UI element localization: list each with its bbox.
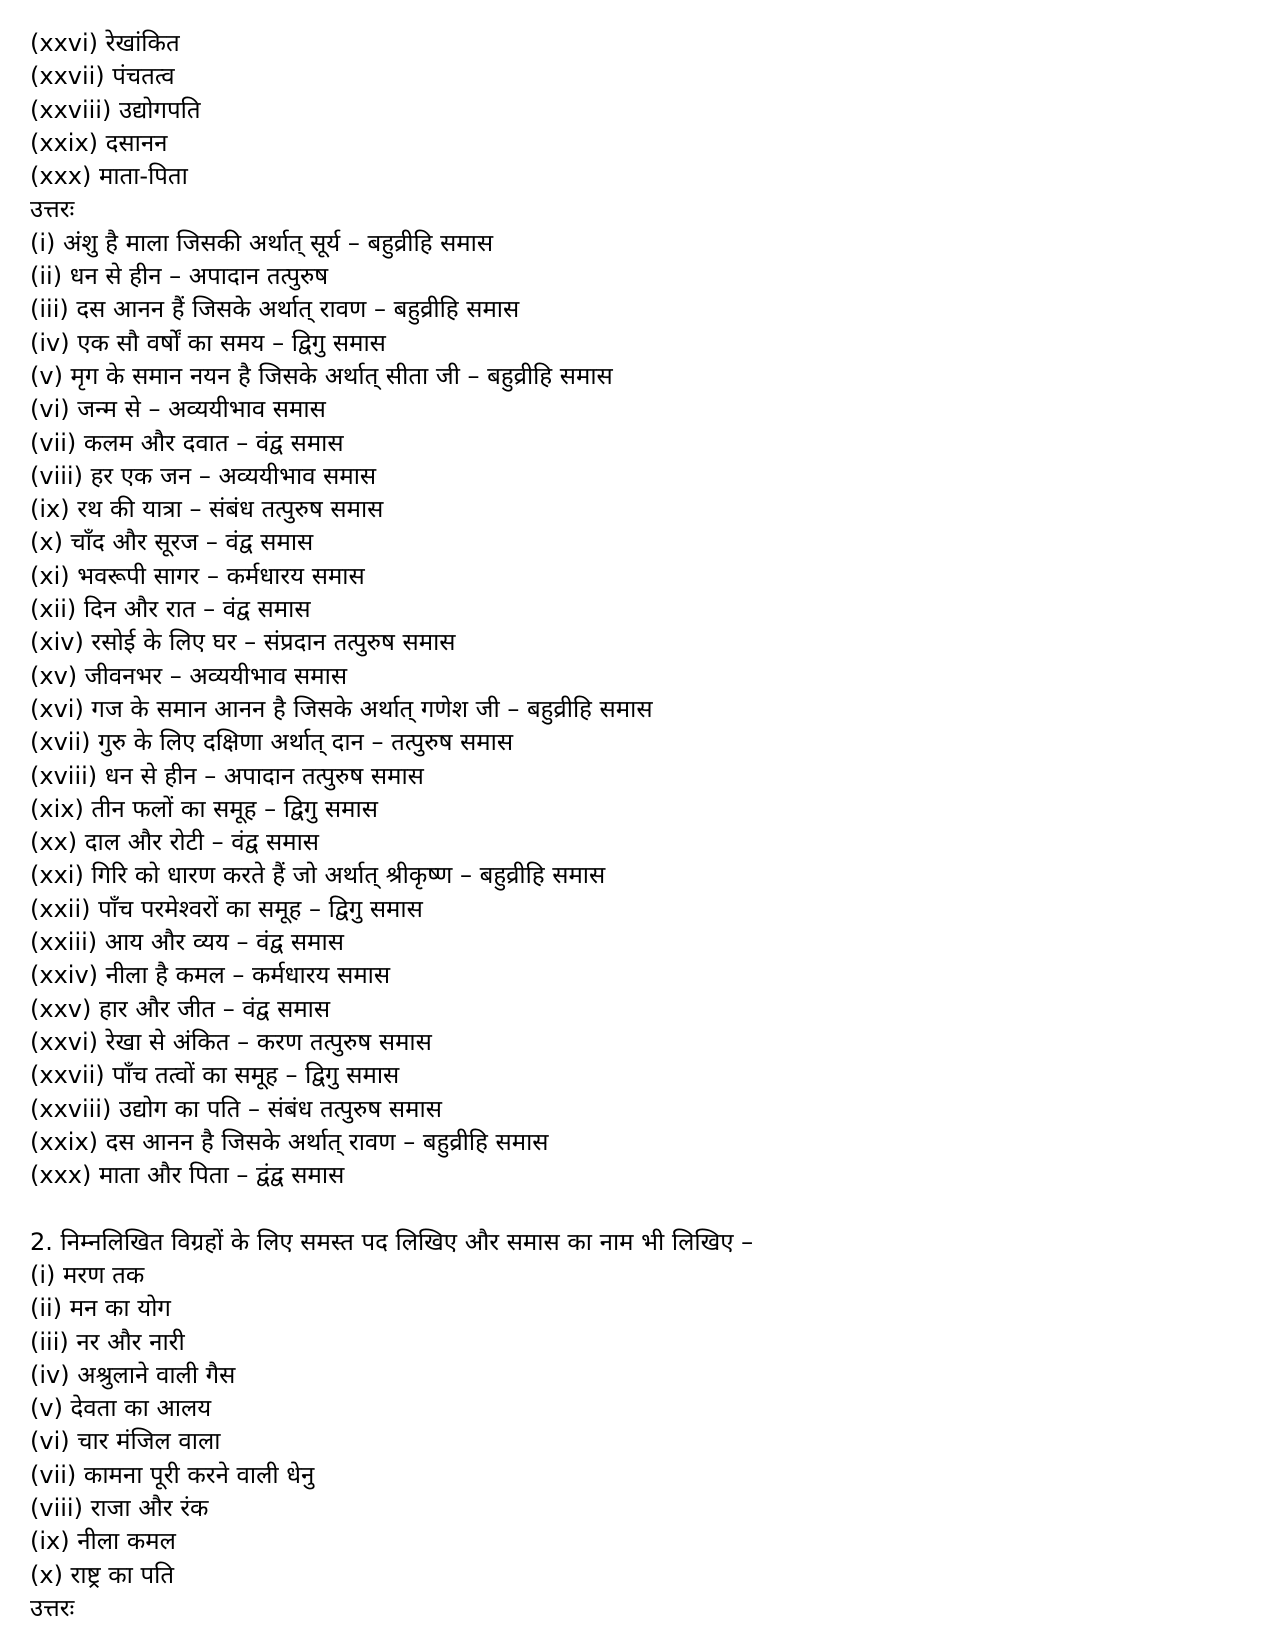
list-item: (vi) जन्म से – अव्ययीभाव समास bbox=[30, 395, 326, 424]
blank-line bbox=[30, 1192, 1245, 1225]
list-item: (vii) कामना पूरी करने वाली धेनु bbox=[30, 1460, 315, 1489]
list-item: (xv) जीवनभर – अव्ययीभाव समास bbox=[30, 661, 348, 690]
list-item: (viii) हर एक जन – अव्ययीभाव समास bbox=[30, 461, 377, 490]
list-item: (ii) धन से हीन – अपादान तत्पुरुष bbox=[30, 262, 329, 291]
list-item: (iv) अश्रुलाने वाली गैस bbox=[30, 1360, 236, 1389]
list-item: (ix) रथ की यात्रा – संबंध तत्पुरुष समास bbox=[30, 495, 384, 524]
list-item: (x) चाँद और सूरज – वंद्व समास bbox=[30, 528, 314, 557]
list-item: (xxix) दसानन bbox=[30, 128, 168, 157]
list-item: (iii) नर और नारी bbox=[30, 1327, 185, 1356]
question-2-list bbox=[30, 1259, 1245, 1592]
list-item: (xxvii) पंचतत्व bbox=[30, 62, 175, 91]
list-item: (v) मृग के समान नयन है जिसके अर्थात् सीता जी – बहुव्रीहि समास bbox=[30, 361, 613, 390]
list-item: (xxi) गिरि को धारण करते हैं जो अर्थात् श्रीकृष्ण – बहुव्रीहि समास bbox=[30, 861, 606, 890]
list-item: (xxiii) आय और व्यय – वंद्व समास bbox=[30, 928, 344, 957]
list-item: (xviii) धन से हीन – अपादान तत्पुरुष समास bbox=[30, 761, 424, 790]
list-item: (xiv) रसोई के लिए घर – संप्रदान तत्पुरुष समास bbox=[30, 628, 456, 657]
answer-label: उत्तरः bbox=[30, 195, 75, 224]
list-item: (xxx) माता-पिता bbox=[30, 162, 188, 191]
list-item: (iii) दस आनन हैं जिसके अर्थात् रावण – बहुव्रीहि समास bbox=[30, 295, 520, 324]
list-item: (v) देवता का आलय bbox=[30, 1394, 212, 1423]
answers-list bbox=[30, 227, 1245, 1193]
list-item: (xii) दिन और रात – वंद्व समास bbox=[30, 595, 311, 624]
list-item: (xvii) गुरु के लिए दक्षिणा अर्थात् दान – तत्पुरुष समास bbox=[30, 728, 514, 757]
list-item: (xi) भवरूपी सागर – कर्मधारय समास bbox=[30, 561, 365, 590]
list-item: (ix) नीला कमल bbox=[30, 1527, 176, 1556]
list-item: (ii) मन का योग bbox=[30, 1294, 171, 1323]
answer-label: उत्तरः bbox=[30, 1593, 75, 1622]
list-item: (iv) एक सौ वर्षों का समय – द्विगु समास bbox=[30, 328, 386, 357]
list-item: (xx) दाल और रोटी – वंद्व समास bbox=[30, 828, 320, 857]
list-item: (xxvii) पाँच तत्वों का समूह – द्विगु समास bbox=[30, 1061, 400, 1090]
list-item: (viii) राजा और रंक bbox=[30, 1494, 209, 1523]
question-2-heading: 2. निम्नलिखित विग्रहों के लिए समस्त पद लिखिए और समास का नाम भी लिखिए – bbox=[30, 1227, 754, 1256]
list-item: (xix) तीन फलों का समूह – द्विगु समास bbox=[30, 794, 378, 823]
list-item: (vii) कलम और दवात – वंद्व समास bbox=[30, 428, 344, 457]
list-item: (i) मरण तक bbox=[30, 1260, 145, 1289]
list-item: (xxix) दस आनन है जिसके अर्थात् रावण – बहुव्रीहि समास bbox=[30, 1127, 549, 1156]
list-item: (i) अंशु है माला जिसकी अर्थात् सूर्य – बहुव्रीहि समास bbox=[30, 228, 494, 257]
list-item: (xxvi) रेखांकित bbox=[30, 29, 180, 57]
list-item: (xxviii) उद्योगपति bbox=[30, 95, 201, 124]
list-item: (vi) चार मंजिल वाला bbox=[30, 1427, 221, 1456]
list-item: (xvi) गज के समान आनन है जिसके अर्थात् गणेश जी – बहुव्रीहि समास bbox=[30, 694, 653, 723]
list-item: (x) राष्ट्र का पति bbox=[30, 1560, 175, 1589]
questions-tail-list bbox=[30, 27, 1245, 193]
list-item: (xxiv) नीला है कमल – कर्मधारय समास bbox=[30, 961, 391, 990]
list-item: (xxii) पाँच परमेश्वरों का समूह – द्विगु समास bbox=[30, 894, 423, 923]
list-item: (xxvi) रेखा से अंकित – करण तत्पुरुष समास bbox=[30, 1027, 432, 1056]
list-item: (xxv) हार और जीत – वंद्व समास bbox=[30, 994, 331, 1023]
document-page bbox=[30, 27, 1245, 1625]
list-item: (xxx) माता और पिता – द्वंद्व समास bbox=[30, 1161, 345, 1190]
list-item: (xxviii) उद्योग का पति – संबंध तत्पुरुष समास bbox=[30, 1094, 442, 1123]
